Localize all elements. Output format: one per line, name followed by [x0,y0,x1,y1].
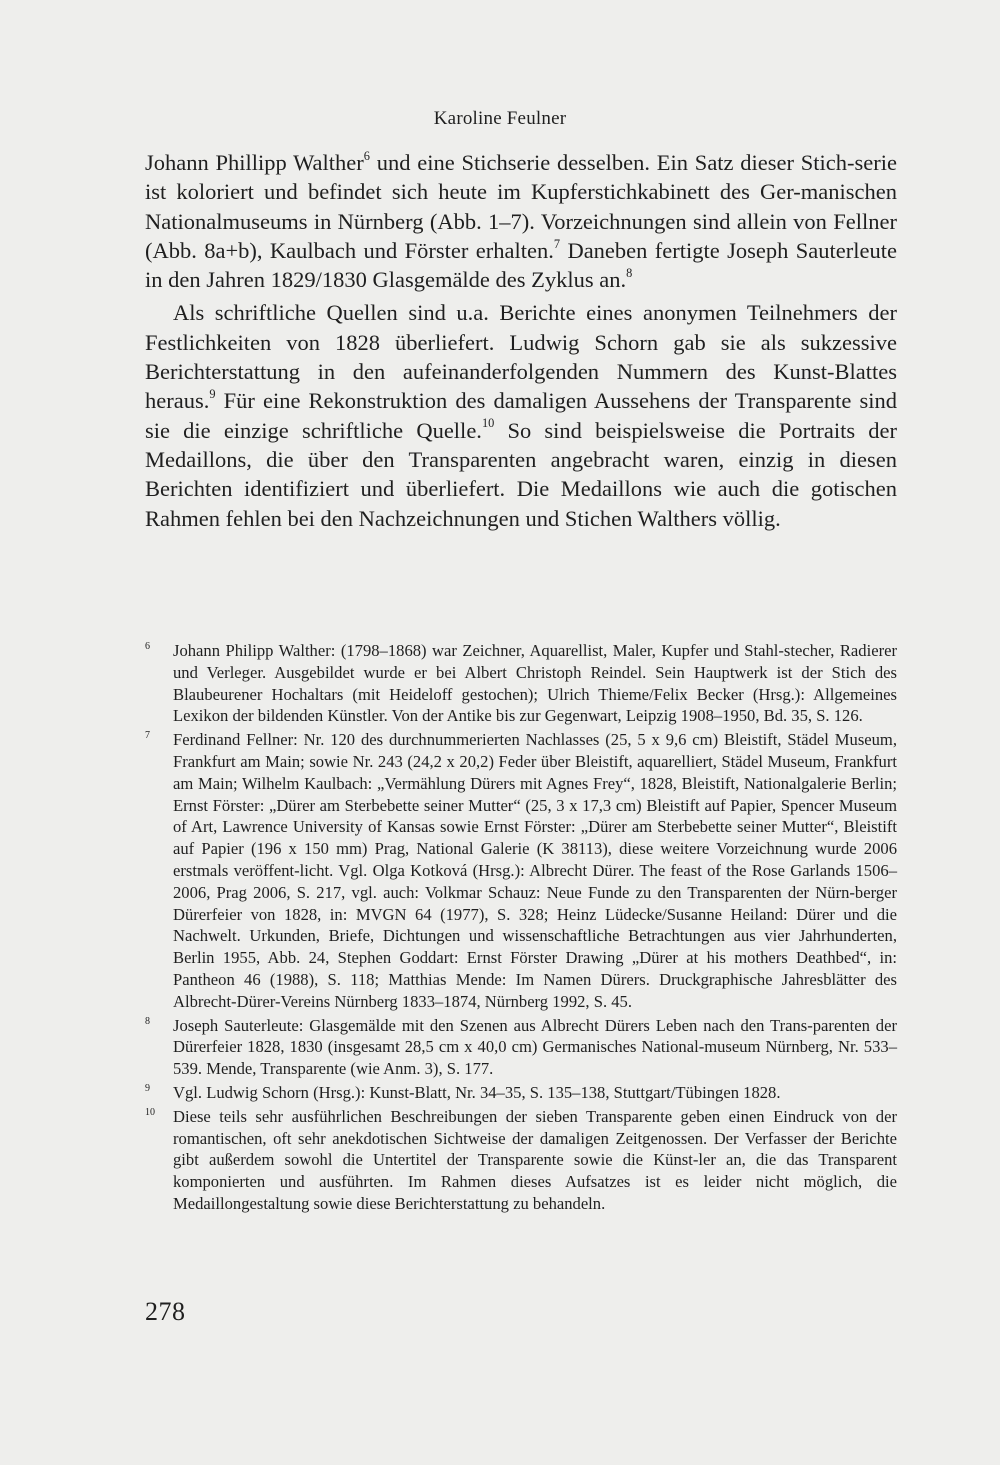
paragraph-2 [145,298,897,532]
page-number: 278 [145,1297,186,1326]
footnote-text: Vgl. Ludwig Schorn (Hrsg.): Kunst-Blatt, Nr. 34–35, S. 135–138, Stuttgart/Tübingen 1828. [173,1082,781,1102]
footnote-text: Joseph Sauterleute: Glasgemälde mit den Szenen aus Albrecht Dürers Leben nach den Trans-parenten der Dürerfeier 1828, 1830 (insgesamt 28,5 cm x 40,0 cm) Germanisches National-museum Nürnberg, Nr. 533–539. Mende, Transparente (wie Anm. 3), S. 177. [173,1015,897,1079]
paragraph-2-text-a: Als schriftliche Quellen sind u.a. Berichte eines anonymen Teilnehmers der Festlichkeiten von 1828 überliefert. Ludwig Schorn gab sie als sukzessive Berichterstattung in den aufeinanderfolgenden Nummern des Kunst-Blattes heraus. [145,300,897,414]
footnote-number: 6 [145,641,150,652]
footnote-number: 8 [145,1015,150,1027]
footnote-8 [145,1015,897,1080]
footnotes-section [145,640,897,1217]
footnote-10 [145,1106,897,1215]
main-text [145,148,897,533]
footnote-text: Diese teils sehr ausführlichen Beschreibungen der sieben Transparente geben einen Eindruck von der romantischen, oft sehr anekdotischen Sichtweise der damaligen Zeitgenossen. Der Verfasser der Berichte gibt außerdem sowohl die Untertitel der Transparente sowie die Künst-ler an, die das Transparent komponierten und ausführten. Im Rahmen dieses Aufsatzes ist es leider nicht möglich, die Medaillongestaltung sowie diese Berichterstattung zu behandeln. [173,1106,897,1213]
paragraph-1-text-c: Daneben fertigte Joseph Sauterleute in den Jahren 1829/1830 Glasgemälde des Zyklus an. [145,237,897,293]
footnote-number: 9 [145,1082,150,1094]
footnote-number: 10 [145,1106,155,1118]
footnote-ref-9: 9 [209,387,216,402]
paragraph-1-text-a: Johann Phillipp Walther [145,150,364,175]
paragraph-2-text-b: Für eine Rekonstruktion des damaligen Aussehens der Transparente sind sie die einzige schriftliche Quelle. [145,388,897,443]
footnote-7 [145,729,897,1012]
footnote-ref-8: 8 [626,265,633,280]
running-head: Karoline Feulner [433,108,567,129]
footnote-text: Johann Philipp Walther: (1798–1868) war Zeichner, Aquarellist, Maler, Kupfer und Stahl-stecher, Radierer und Verleger. Ausgebildet wurde er bei Albert Christoph Reindel. Sein Hauptwerk ist der Stich des Blaubeurener Hochaltars (mit Heideloff gestochen); Ulrich Thieme/Felix Becker (Hrsg.): Allgemeines Lexikon der bildenden Künstler. Von der Antike bis zur Gegenwart, Leipzig 1908–1950, Bd. 35, S. 126. [173,641,897,726]
paragraph-2-text-c: So sind beispielsweise die Portraits der Medaillons, die über den Transparenten angebracht waren, einzig in diesen Berichten identifiziert und überliefert. Die Medaillons wie auch die gotischen Rahmen fehlen bei den Nachzeichnungen und Stichen Walthers völlig. [145,417,898,531]
footnote-ref-10: 10 [481,416,495,431]
paragraph-1 [145,148,897,294]
footnote-9 [145,1082,897,1104]
footnote-number: 7 [145,730,150,742]
footnote-6 [145,640,897,727]
paragraph-1-text-b: und eine Stichserie desselben. Ein Satz dieser Stich-serie ist koloriert und befindet sich heute im Kupferstichkabinett des Ger-manischen Nationalmuseums in Nürnberg (Abb. 1–7). Vorzeichnungen sind allein von Fellner (Abb. 8a+b), Kaulbach und Förster erhalten. [145,150,897,263]
footnote-text: Ferdinand Fellner: Nr. 120 des durchnummerierten Nachlasses (25, 5 x 9,6 cm) Bleistift, Städel Museum, Frankfurt am Main; sowie Nr. 243 (24,2 x 20,2) Feder über Bleistift, aquarelliert, Städel Museum, Frankfurt am Main; Wilhelm Kaulbach: „Vermählung Dürers mit Agnes Frey“, 1828, Bleistift, Nationalgalerie Berlin; Ernst Förster: „Dürer am Sterbebette seiner Mutter“ (25, 3 x 17,3 cm) Bleistift auf Papier, Spencer Museum of Art, Lawrence University of Kansas sowie Ernst Förster: „Dürer am Sterbebette seiner Mutter“, Bleistift auf Papier (196 x 150 mm) Prag, National Galerie (K 38113), diese weitere Vorzeichnung wurde 2006 erstmals veröffent-licht. Vgl. Olga Kotková (Hrsg.): Albrecht Dürer. The feast of the Rose Garlands 1506–2006, Prag 2006, S. 217, vgl. auch: Volkmar Schauz: Neue Funde zu den Transparenten der Nürn-berger Dürerfeier von 1828, in: MVGN 64 (1977), S. 328; Heinz Lüdecke/Susanne Heiland: Dürer und die Nachwelt. Urkunden, Briefe, Dichtungen und wissenschaftliche Betrachtungen aus vier Jahrhunderten, Berlin 1955, Abb. 24, Stephen Goddart: Ernst Förster Drawing „Dürer at his mothers Deathbed“, in: Pantheon 46 (1988), S. 118; Matthias Mende: Im Namen Dürers. Druckgraphische Jahresblätter des Albrecht-Dürer-Vereins Nürnberg 1833–1874, Nürnberg 1992, S. 45. [173,730,897,1011]
footnote-ref-6: 6 [363,148,370,163]
footnote-ref-7: 7 [553,236,561,251]
